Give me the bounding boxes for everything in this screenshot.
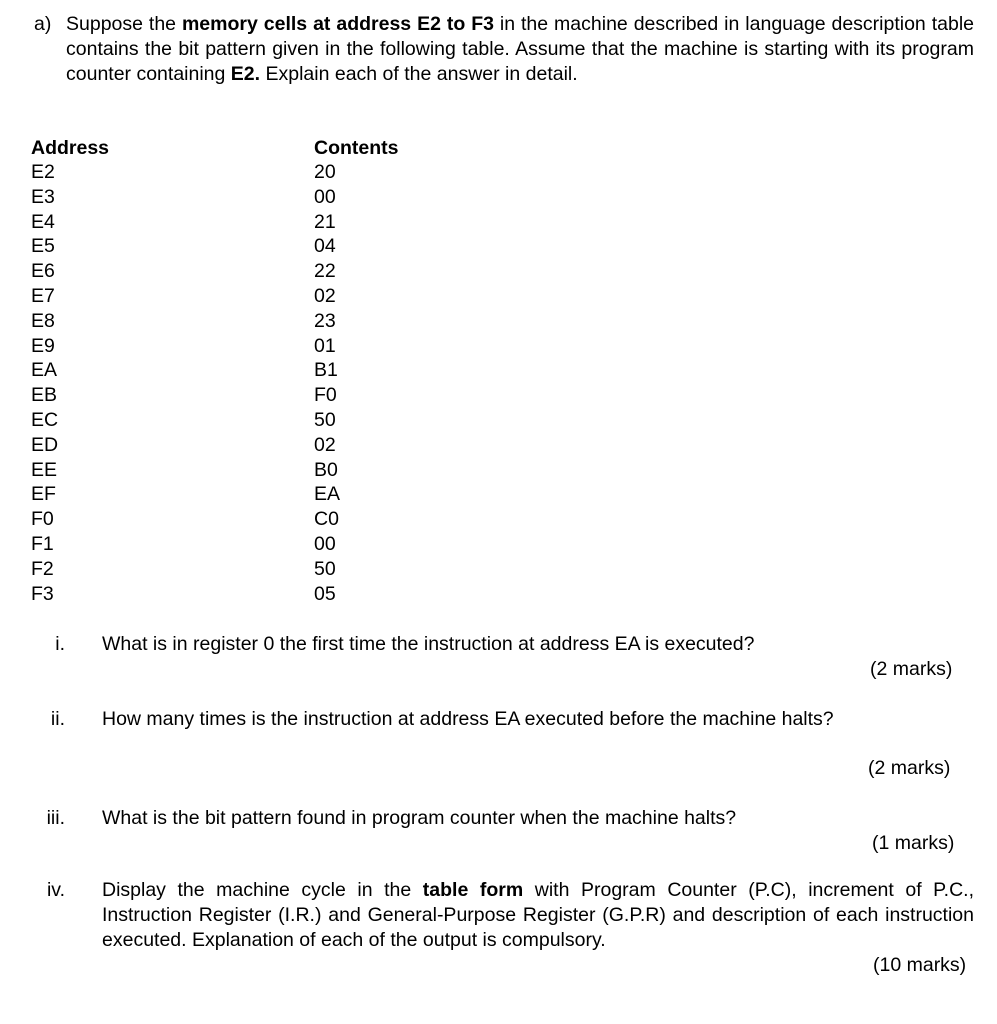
sub-question-text: How many times is the instruction at address EA executed before the machine halts?	[102, 708, 834, 730]
address-cell: F2	[31, 557, 54, 580]
address-cell: F1	[31, 532, 54, 555]
sub-question-text-bold: table form	[422, 879, 524, 901]
sub-question-text-post: with Program Counter (P.C), increment of P.C., Instruction Register (I.R.) and General-Purpose Register (G.P.R) and description of each instruction executed. Explanation of each of the output is compulsory.	[102, 879, 975, 951]
contents-cell: EA	[314, 483, 341, 506]
address-cell: E8	[31, 309, 55, 332]
address-cell: E7	[31, 284, 55, 307]
contents-cell: 00	[314, 532, 336, 555]
address-cell: E6	[31, 260, 55, 283]
address-cell: EA	[31, 359, 58, 382]
address-cell: EB	[31, 384, 58, 407]
intro-text-2: in the machine described in language description table contains the bit pattern given in the following table. Assume that the machine is starting with its program counter containing	[66, 13, 974, 85]
address-cell: E2	[31, 161, 55, 183]
contents-cell: F0	[314, 384, 337, 407]
address-cell: EE	[31, 458, 58, 481]
contents-cell: C0	[314, 508, 339, 531]
address-cell: F3	[31, 582, 54, 605]
sub-question-text-pre: Display the machine cycle in the	[102, 879, 423, 901]
address-column	[31, 160, 58, 606]
sub-question-text: What is in register 0 the first time the instruction at address EA is executed?	[102, 633, 755, 655]
contents-cell: 23	[314, 309, 336, 332]
contents-cell: 04	[314, 235, 336, 258]
contents-cell: 01	[314, 334, 336, 357]
address-cell: EF	[31, 483, 56, 506]
question-intro	[66, 12, 974, 87]
sub-question-number: iii.	[46, 807, 65, 829]
contents-cell: B1	[314, 359, 338, 382]
address-cell: E4	[31, 210, 55, 233]
table-header-contents: Contents	[314, 137, 399, 159]
marks-label: (2 marks)	[870, 658, 953, 680]
contents-cell: 22	[314, 260, 336, 283]
intro-bold-memory-cells: memory cells at address E2 to F3	[181, 13, 494, 35]
intro-text-1: Suppose the	[66, 13, 182, 35]
intro-text-3: Explain each of the answer in detail.	[260, 63, 578, 85]
sub-question-text: What is the bit pattern found in program counter when the machine halts?	[102, 807, 737, 829]
marks-label: (2 marks)	[868, 757, 951, 779]
address-cell: F0	[31, 508, 54, 531]
sub-question-number: ii.	[50, 708, 65, 730]
address-cell: E5	[31, 235, 55, 258]
contents-cell: 50	[314, 408, 336, 431]
sub-question-number: i.	[55, 633, 65, 655]
address-cell: E3	[31, 185, 55, 208]
contents-cell: 00	[314, 185, 336, 208]
contents-cell: 05	[314, 582, 336, 605]
question-label: a)	[34, 13, 52, 35]
marks-label: (10 marks)	[873, 954, 967, 976]
contents-cell: B0	[314, 458, 338, 481]
sub-question-text	[102, 878, 974, 953]
contents-cell: 02	[314, 433, 336, 456]
contents-cell: 21	[314, 210, 336, 233]
address-cell: E9	[31, 334, 55, 357]
marks-label: (1 marks)	[872, 832, 955, 854]
contents-cell: 50	[314, 557, 336, 580]
contents-column	[314, 160, 340, 606]
address-cell: ED	[31, 433, 59, 456]
address-cell: EC	[31, 408, 59, 431]
sub-question-number: iv.	[46, 879, 65, 901]
intro-bold-e2: E2.	[230, 63, 261, 85]
contents-cell: 20	[314, 161, 336, 183]
contents-cell: 02	[314, 284, 336, 307]
table-header-address: Address	[31, 137, 110, 159]
